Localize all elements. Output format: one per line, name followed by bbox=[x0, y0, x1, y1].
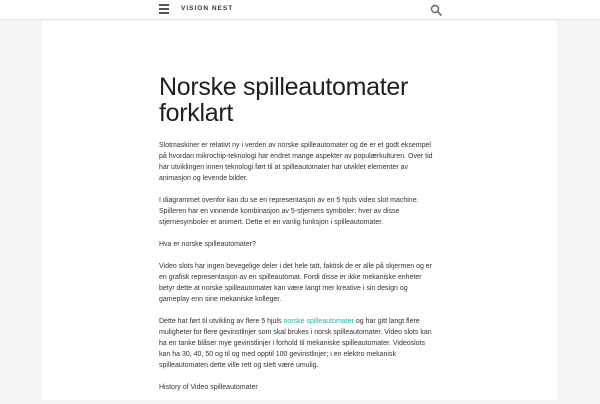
hamburger-menu-icon[interactable] bbox=[159, 4, 169, 13]
article bbox=[159, 74, 435, 404]
article-subheading: Hva er norske spilleautomater? bbox=[159, 241, 256, 248]
menu-line-top bbox=[159, 4, 169, 6]
norske-spilleautomater-link[interactable]: norske spilleautomater bbox=[283, 318, 354, 325]
article-subheading: History of Video spilleautomater bbox=[159, 384, 258, 391]
search-icon[interactable] bbox=[430, 4, 442, 16]
link-paragraph-after: og har gitt langt flere muligheter for flere gevinstlinjer som skal brukes i norsk spilleautomater. Video slots kan ha en tanke blåser mye gevinstlinjer i forhold til mekaniske spilleautomater. Videoslots kan ha 30, 40, 50 og til og med opptil 100 gevinstlinjer; i en elektro mekanisk spilleautomaten dette ville rett og slett være umulig. bbox=[159, 318, 432, 369]
top-bar bbox=[0, 0, 600, 20]
menu-line-middle bbox=[159, 8, 169, 10]
article-paragraph: Video slots har ingen bevegelige deler i det hele tatt, faktisk de er alle på skjermen og er en grafisk representasjon av en spilleautomat. Fordi disse er ikke mekaniske enheter betyr dette at norske spilleautomater kan være langt mer kreative i sin design og gameplay enn sine mekaniske kolleger. bbox=[159, 263, 433, 303]
link-paragraph-before: Dette har ført til utvikling av flere 5 hjuls bbox=[159, 318, 284, 325]
site-title[interactable]: VISION NEST bbox=[181, 5, 234, 12]
article-paragraph: I diagrammet ovenfor kan du se en representasjon av en 5 hjuls video slot machine. Spilleren har en vinnende kombinasjon av 5-stjerners symboler; hver av disse stjernesymboler er animert. Dette er en vanlig funksjon i spilleautomater. bbox=[159, 197, 419, 226]
article-title: Norske spilleautomater forklart bbox=[159, 73, 409, 127]
menu-line-bottom bbox=[159, 12, 169, 14]
article-paragraph-with-link bbox=[159, 316, 435, 371]
article-paragraph: Slotmaskiner er relativt ny i verden av norske spilleautomater og de er et godt eksempel på hvordan mikrochip-teknologi har endret mange aspekter av populærkulturen. Over tid har utviklingen innen teknologi ført til at spilleautomater har utviklet elementer av animasjon og levende bilder. bbox=[159, 142, 433, 182]
